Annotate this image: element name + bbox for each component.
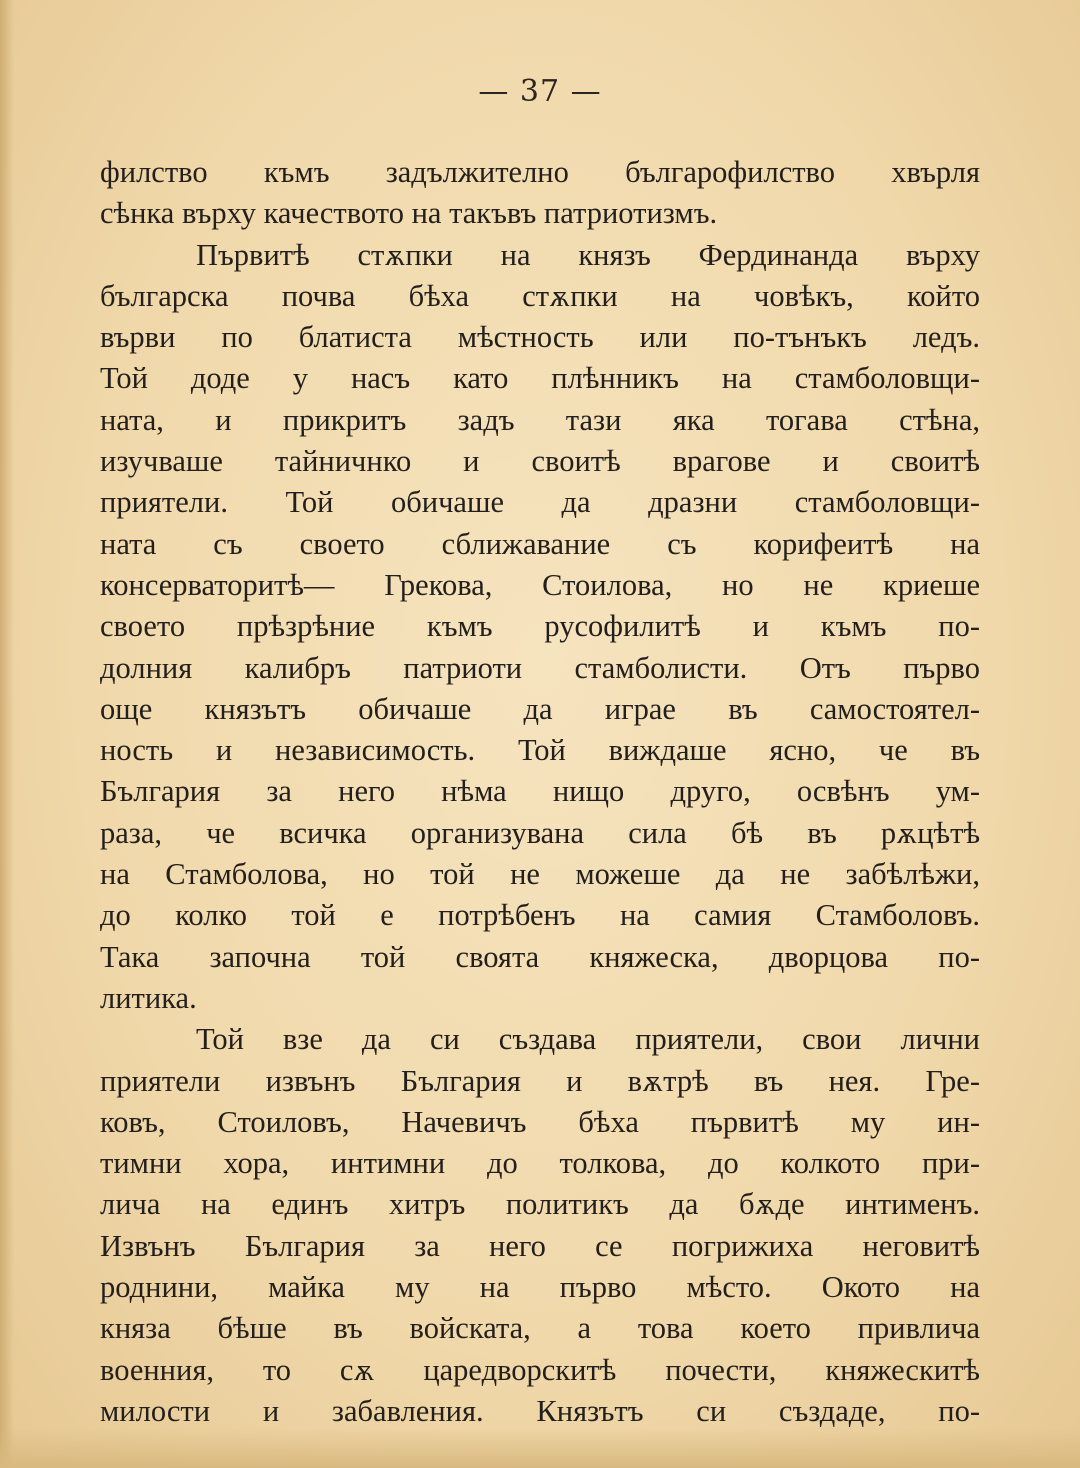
text-line: ната, и прикритъ задъ тази яка тогава стѣна,	[100, 402, 980, 437]
text-line: сѣнка върху качеството на такъвъ патриотизмъ.	[100, 196, 718, 231]
text-line: Така започна той своята княжеска, дворцова по-	[100, 939, 980, 974]
text-line: още князътъ обичаше да играе въ самостоятел-	[100, 691, 980, 726]
text-line: роднини, майка му на първо мѣсто. Окото на	[100, 1270, 980, 1305]
text-line: долния калибръ патриоти стамболисти. Отъ първо	[100, 650, 980, 685]
text-line: филство къмъ задължително българофилство хвърля	[100, 155, 980, 189]
text-line: своето прѣзрѣние къмъ русофилитѣ и къмъ по-	[100, 609, 980, 644]
text-line: литика.	[100, 980, 197, 1015]
text-line: Извънъ България за него се погрижиха неговитѣ	[100, 1228, 980, 1263]
text-line: до колко той е потрѣбенъ на самия Стамболовъ.	[100, 898, 980, 933]
text-line: лича на единъ хитръ политикъ да бѫде интименъ.	[100, 1187, 980, 1222]
text-line: Той доде у насъ като плѣнникъ на стамболовщи-	[100, 361, 980, 396]
text-line: България за него нѣма нищо друго, освѣнъ ум-	[100, 774, 980, 809]
text-line: Той взе да си създава приятели, свои лични	[196, 1022, 980, 1057]
text-line: ната съ своето сближавание съ корифеитѣ на	[100, 526, 980, 561]
text-line: ность и независимость. Той виждаше ясно, че въ	[100, 733, 980, 768]
text-line: военния, то сѫ царедворскитѣ почести, княжескитѣ	[100, 1352, 980, 1387]
text-line: изучваше тайничнко и своитѣ врагове и своитѣ	[100, 444, 980, 479]
page-number: — 37 —	[478, 74, 602, 109]
page-bottom-shadow	[0, 1428, 1080, 1468]
text-line: приятели. Той обичаше да дразни стамболовщи-	[100, 485, 980, 520]
text-line: княза бѣше въ войската, а това което привлича	[100, 1311, 980, 1346]
page-edge-shadow	[0, 0, 14, 1468]
text-line: Първитѣ стѫпки на князъ Фердинанда върху	[196, 237, 980, 272]
text-line: на Стамболова, но той не можеше да не забѣлѣжи,	[100, 857, 980, 892]
text-line: върви по блатиста мѣстность или по-тънъкъ ледъ.	[100, 320, 980, 355]
text-line: милости и забавления. Князътъ си създаде, по-	[100, 1393, 980, 1428]
text-line: тимни хора, интимни до толкова, до колкото при-	[100, 1146, 980, 1181]
text-line: раза, че всичка организувана сила бѣ въ рѫцѣтѣ	[100, 815, 980, 850]
text-line: приятели извънъ България и вѫтрѣ въ нея. Гре-	[100, 1063, 980, 1098]
text-line: консерваторитѣ— Грекова, Стоилова, но не криеше	[100, 567, 980, 602]
text-line: българска почва бѣха стѫпки на човѣкъ, който	[100, 278, 980, 313]
body-text	[100, 152, 980, 1432]
text-line: ковъ, Стоиловъ, Начевичъ бѣха първитѣ му ин-	[100, 1104, 980, 1139]
